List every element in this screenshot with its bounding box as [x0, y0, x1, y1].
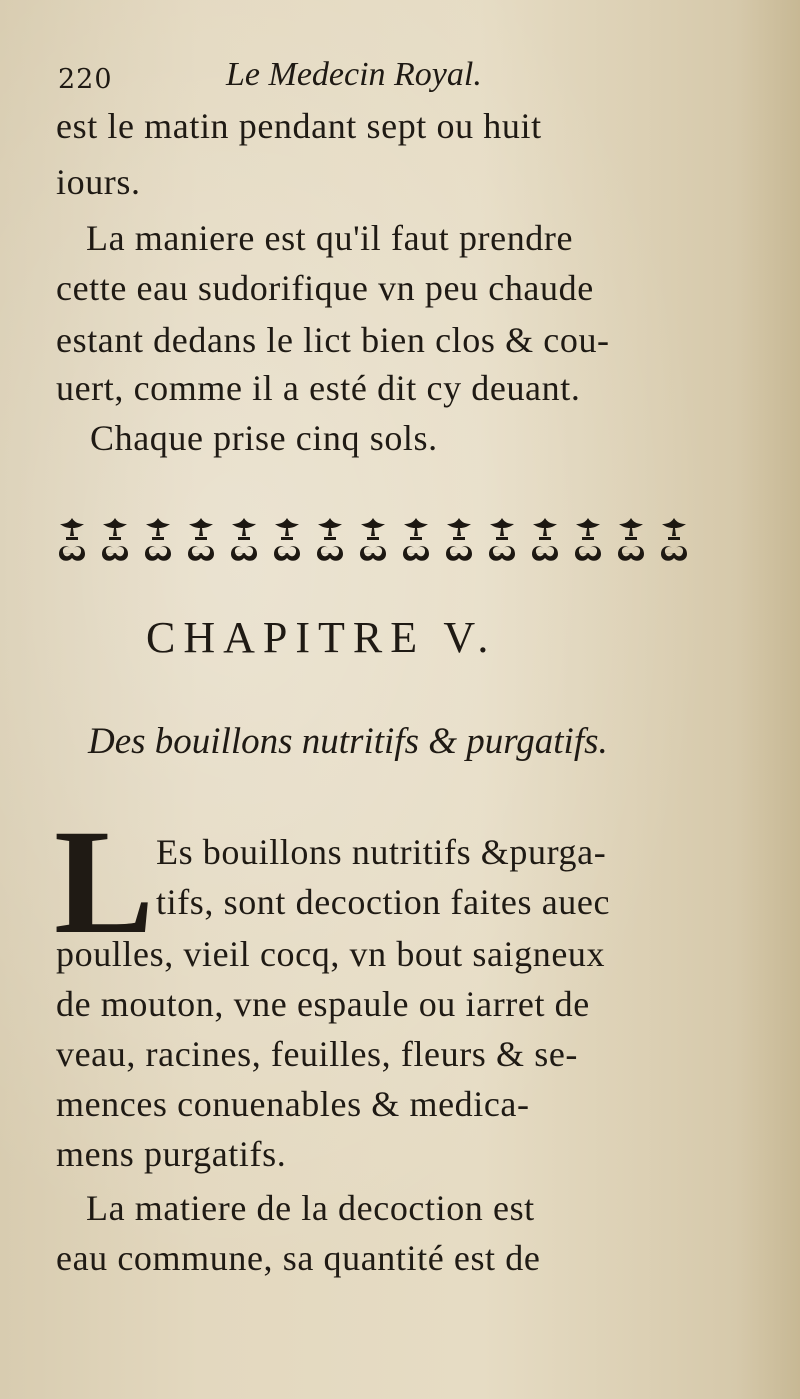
text-line: est le matin pendant sept ou huit	[56, 106, 542, 146]
text-line: mens purgatifs.	[56, 1134, 287, 1174]
chapter-title: CHAPITRE V.	[146, 613, 497, 662]
text-line: Chaque prise cinq sols.	[90, 418, 438, 458]
text-line: uert, comme il a esté dit cy deuant.	[56, 368, 581, 408]
text-line: Es bouillons nutritifs &purga-	[156, 832, 607, 872]
text-line: mences conuenables & medica-	[56, 1084, 530, 1124]
text-line: La matiere de la decoction est	[86, 1188, 535, 1228]
text-line: La maniere est qu'il faut prendre	[86, 218, 574, 258]
running-title: Le Medecin Royal.	[226, 56, 482, 93]
chapter-subtitle: Des bouillons nutritifs & purgatifs.	[88, 721, 608, 762]
text-line: iours.	[56, 162, 141, 202]
ornamental-border	[52, 512, 712, 568]
page-header	[58, 56, 738, 96]
text-line: eau commune, sa quantité est de	[56, 1238, 541, 1278]
text-line: cette eau sudorifique vn peu chaude	[56, 268, 594, 308]
text-line: poulles, vieil cocq, vn bout saigneux	[56, 934, 606, 974]
text-line: veau, racines, feuilles, fleurs & se-	[56, 1034, 578, 1074]
text-line: de mouton, vne espaule ou iarret de	[56, 984, 590, 1024]
drop-cap: L	[54, 799, 155, 965]
page-number: 220	[58, 64, 113, 95]
text-line: estant dedans le lict bien clos & cou-	[56, 320, 610, 360]
text-line: tifs, sont decoction faites auec	[156, 882, 611, 922]
